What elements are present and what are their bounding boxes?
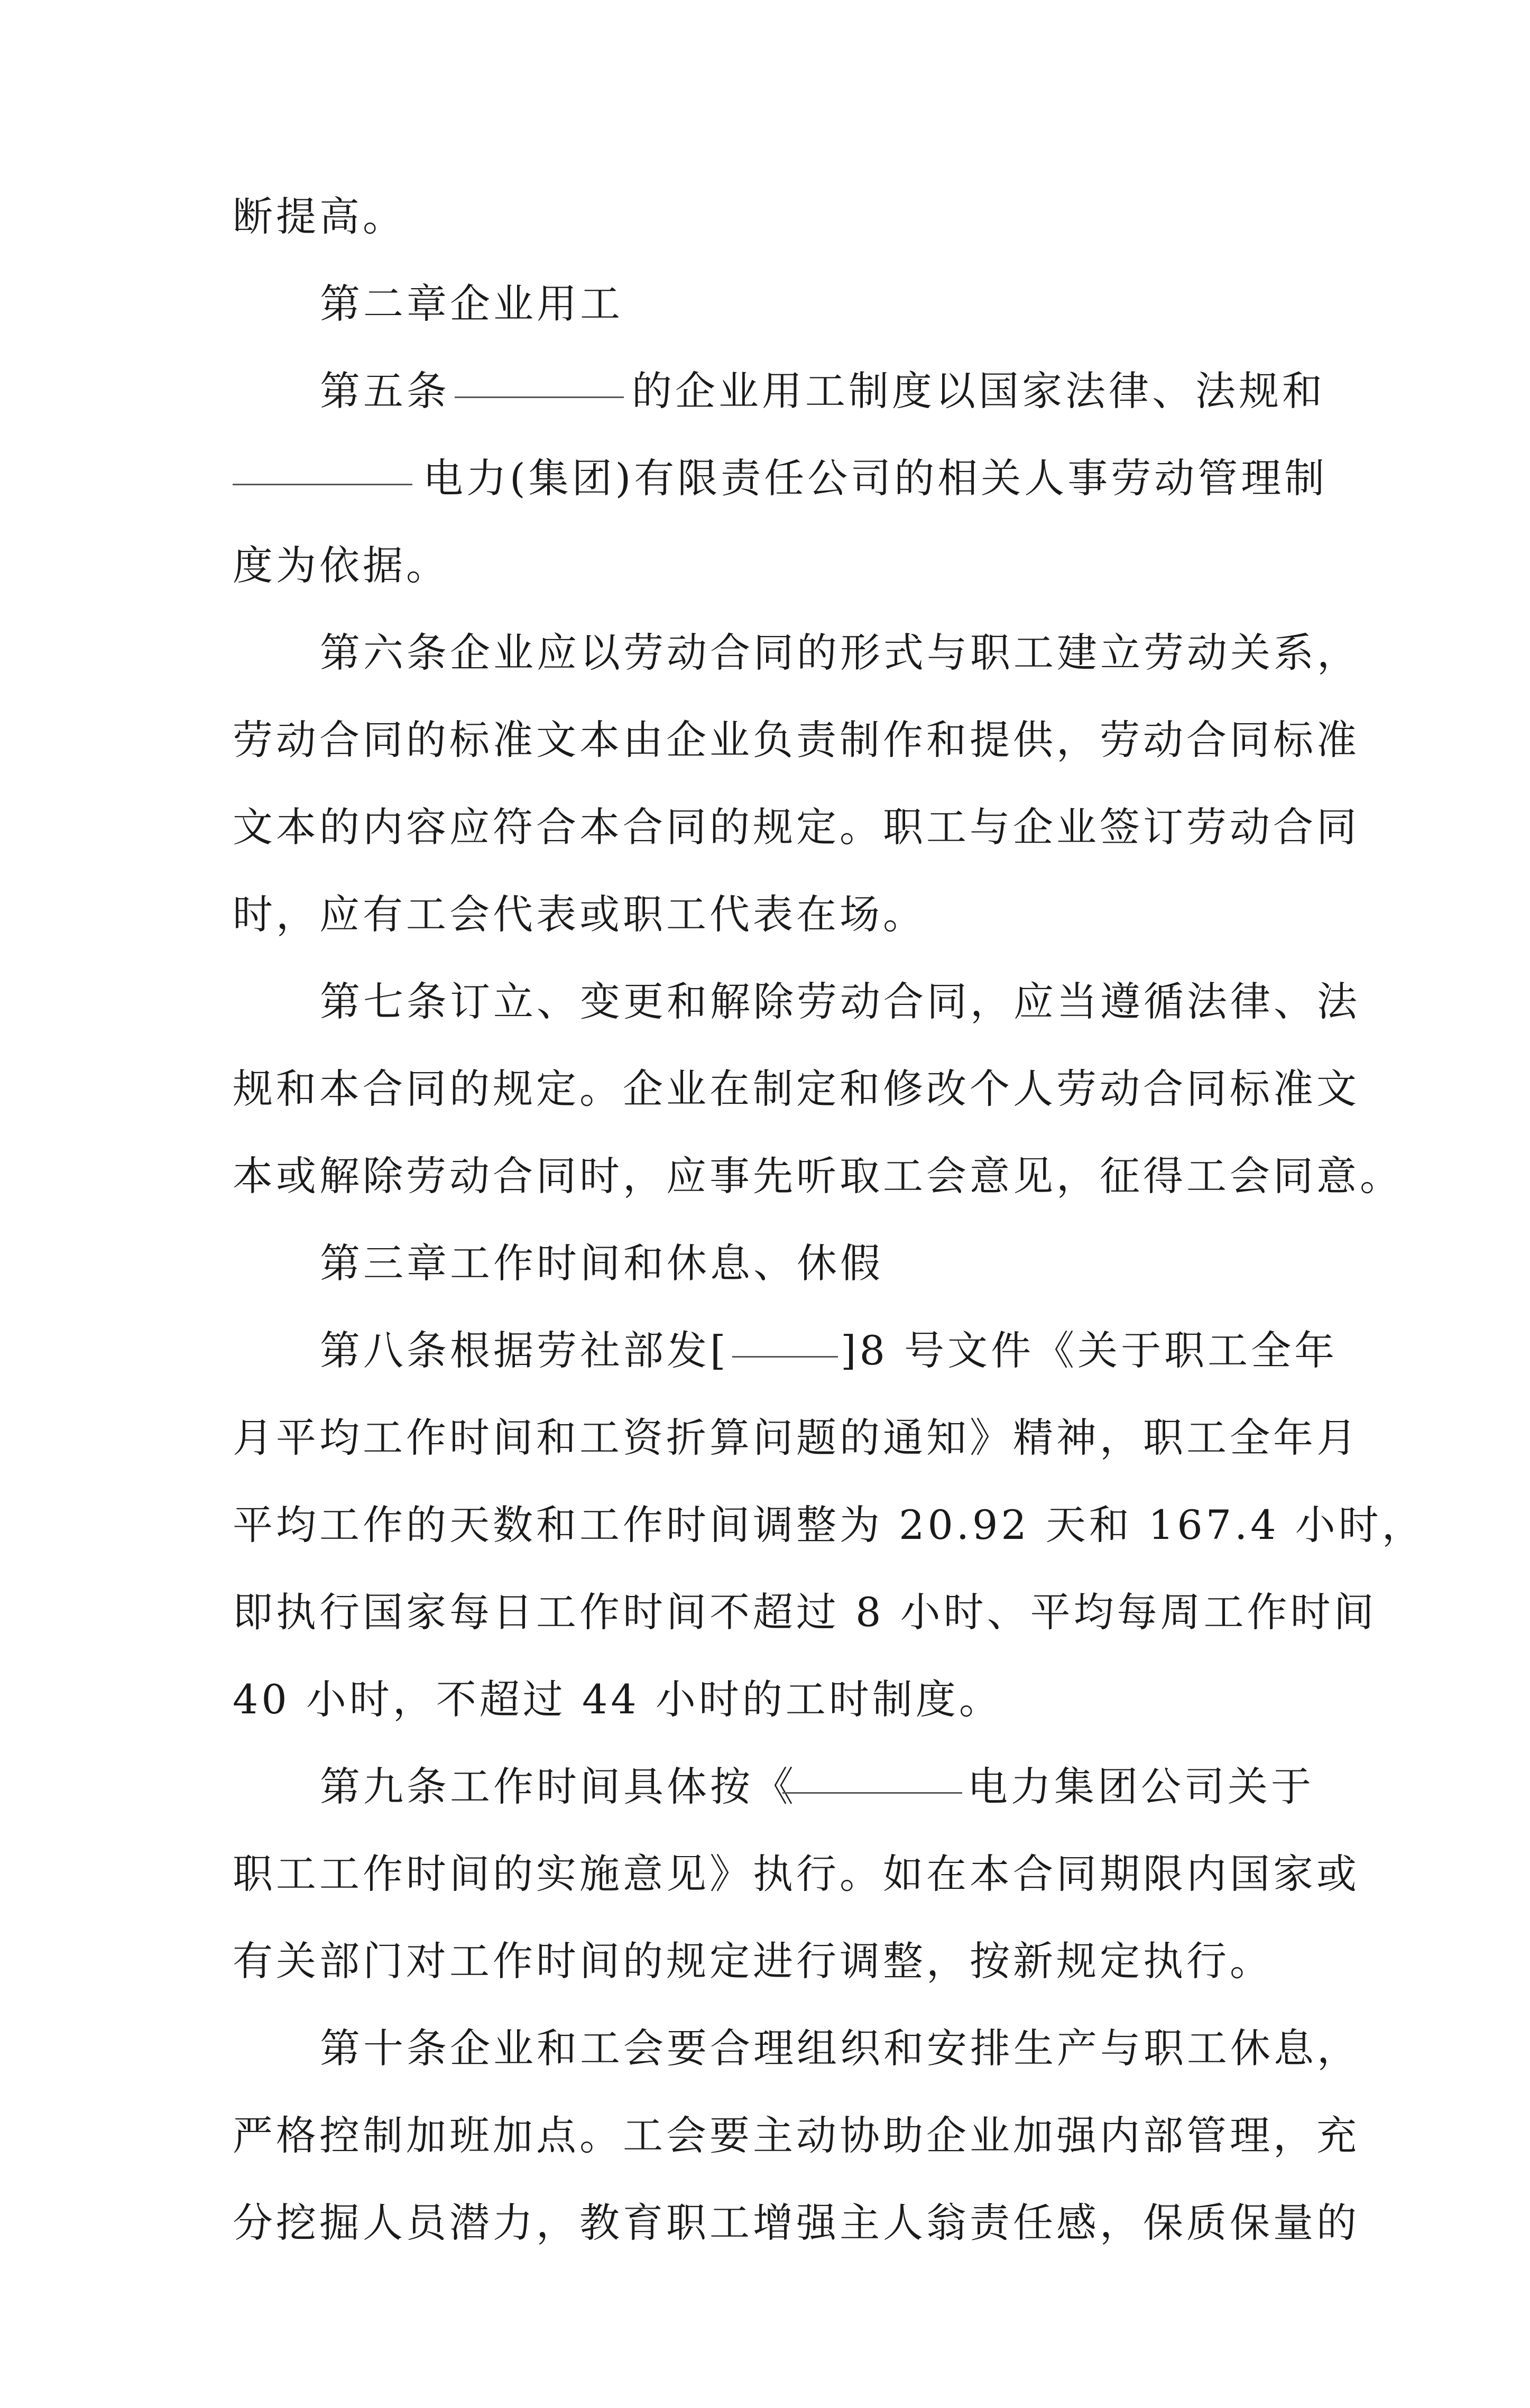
chapter-heading <box>0 267 1530 341</box>
text-line <box>0 1837 1530 1911</box>
article-eight-label: 第八条根据劳社部发[ <box>320 1327 729 1374</box>
article-eight-text: ]8 号文件《关于职工全年 <box>841 1327 1338 1374</box>
text-line <box>0 1575 1530 1649</box>
chapter-heading <box>0 1226 1530 1300</box>
text-line <box>0 1139 1530 1213</box>
article-ten-text-cont: 分挖掘人员潜力，教育职工增强主人翁责任感，保质保量的 <box>233 2199 1360 2246</box>
article-nine-text-cont: 职工工作时间的实施意见》执行。如在本合同期限内国家或 <box>233 1850 1360 1897</box>
chapter-three-title: 第三章工作时间和休息、休假 <box>320 1240 883 1287</box>
text-line <box>0 790 1530 864</box>
blank-underline <box>732 1314 838 1392</box>
article-five-text-end: 度为依据。 <box>233 542 449 589</box>
text-line <box>0 1314 1530 1388</box>
text-line <box>0 2186 1530 2260</box>
paragraph-continuation: 断提高。 <box>233 193 406 240</box>
text-line <box>0 1750 1530 1824</box>
text-line <box>0 616 1530 690</box>
article-nine-text: 电力集团公司关于 <box>967 1763 1314 1810</box>
article-five-text-cont: 电力(集团)有限责任公司的相关人事劳动管理制 <box>423 455 1328 502</box>
blank-underline <box>455 354 624 433</box>
text-line <box>0 2099 1530 2173</box>
text-line <box>0 180 1530 254</box>
article-seven-text-cont: 规和本合同的规定。企业在制定和修改个人劳动合同标准文 <box>233 1065 1360 1112</box>
chapter-two-title: 第二章企业用工 <box>320 280 623 327</box>
article-seven-text-end: 本或解除劳动合同时，应事先听取工会意见，征得工会同意。 <box>233 1152 1403 1200</box>
blank-underline <box>233 441 412 520</box>
article-six-text-cont: 文本的内容应符合本合同的规定。职工与企业签订劳动合同 <box>233 804 1360 851</box>
article-five-label: 第五条 <box>320 367 450 414</box>
article-eight-text-end: 40 小时，不超过 44 小时的工时制度。 <box>233 1676 1002 1723</box>
text-line <box>0 2012 1530 2086</box>
article-ten-text-cont: 严格控制加班加点。工会要主动协助企业加强内部管理，充 <box>233 2112 1360 2159</box>
article-eight-text-cont: 月平均工作时间和工资折算问题的通知》精神，职工全年月 <box>233 1414 1360 1461</box>
blank-underline <box>782 1750 962 1829</box>
article-six-text-end: 时，应有工会代表或职工代表在场。 <box>233 891 926 938</box>
article-seven-text: 第七条订立、变更和解除劳动合同，应当遵循法律、法 <box>320 978 1360 1025</box>
article-nine-label: 第九条工作时间具体按《 <box>320 1763 797 1810</box>
text-line <box>0 529 1530 603</box>
text-line <box>0 1488 1530 1562</box>
text-line <box>0 1052 1530 1126</box>
article-ten-text: 第十条企业和工会要合理组织和安排生产与职工休息， <box>320 2025 1360 2072</box>
text-line <box>0 1401 1530 1475</box>
text-line <box>0 965 1530 1039</box>
text-line <box>0 441 1530 515</box>
text-line <box>0 703 1530 777</box>
article-eight-text-cont: 平均工作的天数和工作时间调整为 20.92 天和 167.4 小时， <box>233 1501 1425 1548</box>
text-line <box>0 878 1530 952</box>
text-line <box>0 1663 1530 1737</box>
article-six-text: 第六条企业应以劳动合同的形式与职工建立劳动关系， <box>320 629 1360 676</box>
article-six-text-cont: 劳动合同的标准文本由企业负责制作和提供，劳动合同标准 <box>233 716 1360 763</box>
article-nine-text-end: 有关部门对工作时间的规定进行调整，按新规定执行。 <box>233 1938 1273 1985</box>
text-line <box>0 354 1530 428</box>
article-five-text: 的企业用工制度以国家法律、法规和 <box>632 367 1325 414</box>
text-line <box>0 1924 1530 1998</box>
article-eight-text-cont: 即执行国家每日工作时间不超过 8 小时、平均每周工作时间 <box>233 1589 1377 1636</box>
